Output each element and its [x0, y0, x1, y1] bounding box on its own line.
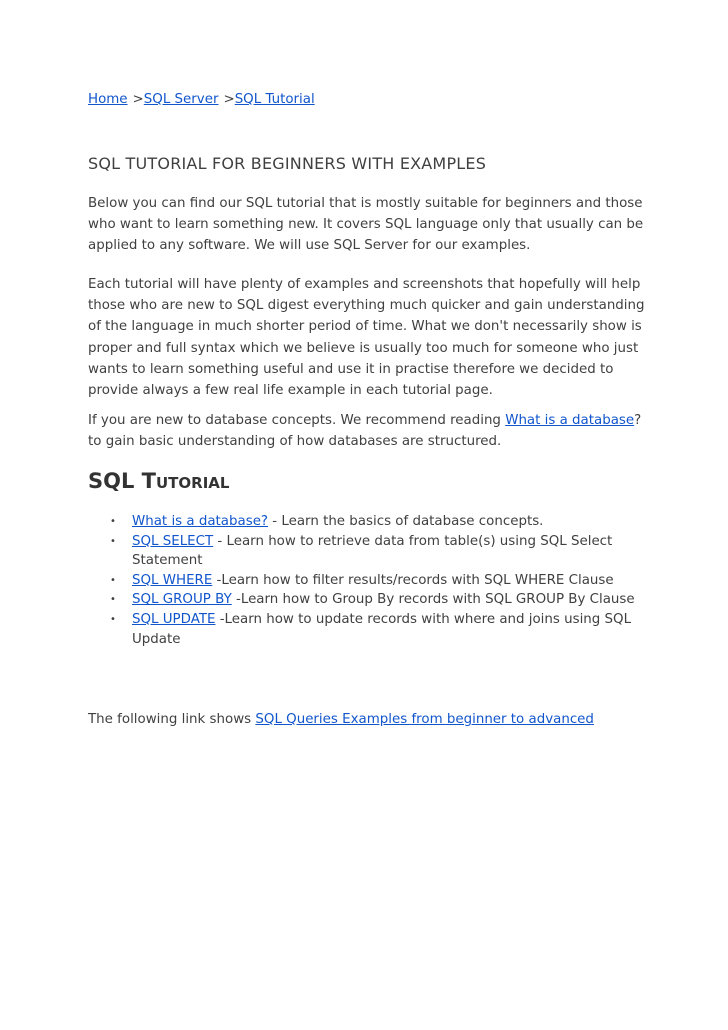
tutorial-description: -Learn how to Group By records with SQL GROUP By Clause — [231, 592, 635, 608]
tutorial-description: -Learn how to update records with where and joins using SQL Update — [132, 611, 632, 647]
tutorial-link-what-is-a-database[interactable]: What is a database? — [132, 514, 269, 529]
sql-queries-examples-link[interactable]: SQL Queries Examples from beginner to advanced — [255, 712, 594, 727]
what-is-a-database-link[interactable]: What is a database — [505, 413, 635, 428]
tutorial-link-sql-where[interactable]: SQL WHERE — [132, 572, 213, 588]
recommendation-paragraph — [88, 410, 648, 452]
bullet-icon: • — [110, 574, 116, 586]
footer-text: The following link shows — [88, 712, 256, 727]
intro-paragraph: Below you can find our SQL tutorial that is mostly suitable for beginners and those who want to learn something new. It covers SQL language only that usually can be applied to any software. We will use SQL Server for our examples. — [88, 196, 644, 254]
section-heading: SQL Tutorial — [88, 469, 230, 493]
footer-line — [88, 710, 594, 730]
list-item — [88, 512, 648, 532]
bullet-icon: • — [110, 535, 116, 547]
breadcrumb — [88, 90, 315, 110]
tutorial-description: - Learn the basics of database concepts. — [268, 514, 544, 529]
tutorial-link-sql-select[interactable]: SQL SELECT — [132, 533, 214, 549]
bullet-icon: • — [110, 613, 116, 625]
breadcrumb-home-link[interactable]: Home — [88, 92, 128, 107]
breadcrumb-sql-server-link[interactable]: SQL Server — [143, 92, 219, 107]
page-title: SQL TUTORIAL FOR BEGINNERS WITH EXAMPLES — [88, 154, 487, 173]
list-item — [88, 571, 648, 591]
breadcrumb-separator: > — [132, 92, 144, 107]
recommendation-text-before: If you are new to database concepts. We recommend reading — [88, 413, 506, 428]
list-item — [88, 532, 648, 571]
bullet-icon: • — [110, 594, 116, 606]
recommendation-text-after: ? to gain basic understanding of how databases are structured. — [88, 413, 642, 450]
tutorial-description: -Learn how to filter results/records with SQL WHERE Clause — [212, 572, 614, 588]
list-item — [88, 590, 648, 610]
tutorial-link-sql-update[interactable]: SQL UPDATE — [132, 611, 216, 627]
tutorial-list — [88, 512, 648, 649]
bullet-icon: • — [110, 516, 116, 527]
examples-paragraph: Each tutorial will have plenty of examples and screenshots that hopefully will help those who are new to SQL digest everything much quicker and gain understanding of the language in much shorter period of time. What we don't necessarily show is proper and full syntax which we believe is usually too much for someone who just wants to learn something useful and use it in practise therefore we decided to provide always a few real life example in each tutorial page. — [88, 277, 645, 399]
breadcrumb-sql-tutorial-link[interactable]: SQL Tutorial — [234, 92, 315, 107]
tutorial-description: - Learn how to retrieve data from table(s) using SQL Select Statement — [132, 533, 613, 569]
tutorial-link-sql-group-by[interactable]: SQL GROUP BY — [132, 592, 232, 608]
breadcrumb-separator: > — [223, 92, 235, 107]
list-item — [88, 610, 648, 649]
